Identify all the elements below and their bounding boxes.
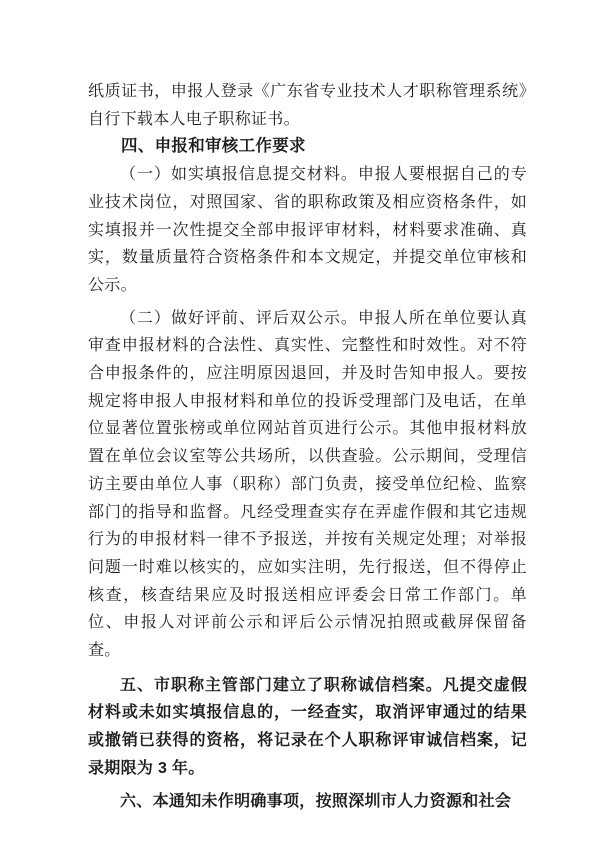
paragraph-continuation: 纸质证书，申报人登录《广东省专业技术人才职称管理系统》自行下载本人电子职称证书。	[88, 83, 527, 128]
paragraph-section-five: 五、市职称主管部门建立了职称诚信档案。凡提交虚假材料或未如实填报信息的，一经查实，取消评审通过的结果或撤销已获得的资格，将记录在个人职称评审诚信档案，记录期限为 3 年。	[88, 676, 527, 777]
paragraph-item-two: （二）做好评前、评后双公示。申报人所在单位要认真审查申报材料的合法性、真实性、完整性和时效性。对不符合申报条件的，应注明原因退回，并及时告知申报人。要按规定将申报人申报材料和单位的投诉受理部门及电话，在单位显著位置张榜或单位网站首页进行公示。其他申报材料放置在单位会议室等公共场所，以供查验。公示期间，受理信访主要由单位人事（职称）部门负责，接受单位纪检、监察部门的指导和监督。凡经受理查实存在弄虚作假和其它违规行为的申报材料一律不予报送，并按有关规定处理；对举报问题一时难以核实的，应如实注明，先行报送，但不得停止核查，核查结果应及时报送相应评委会日常工作部门。单位、申报人对评前公示和评后公示情况拍照或截屏保留备查。	[88, 309, 527, 660]
section-heading-four: 四、申报和审核工作要求	[121, 137, 306, 156]
paragraph-item-one: （一）如实填报信息提交材料。申报人要根据自己的专业技术岗位，对照国家、省的职称政策及相应资格条件，如实填报并一次性提交全部申报评审材料，材料要求准确、真实，数量质量符合资格条件和本文规定，并提交单位审核和公示。	[88, 166, 527, 294]
paragraph-section-six: 六、本通知未作明确事项，按照深圳市人力资源和社会	[120, 792, 512, 810]
